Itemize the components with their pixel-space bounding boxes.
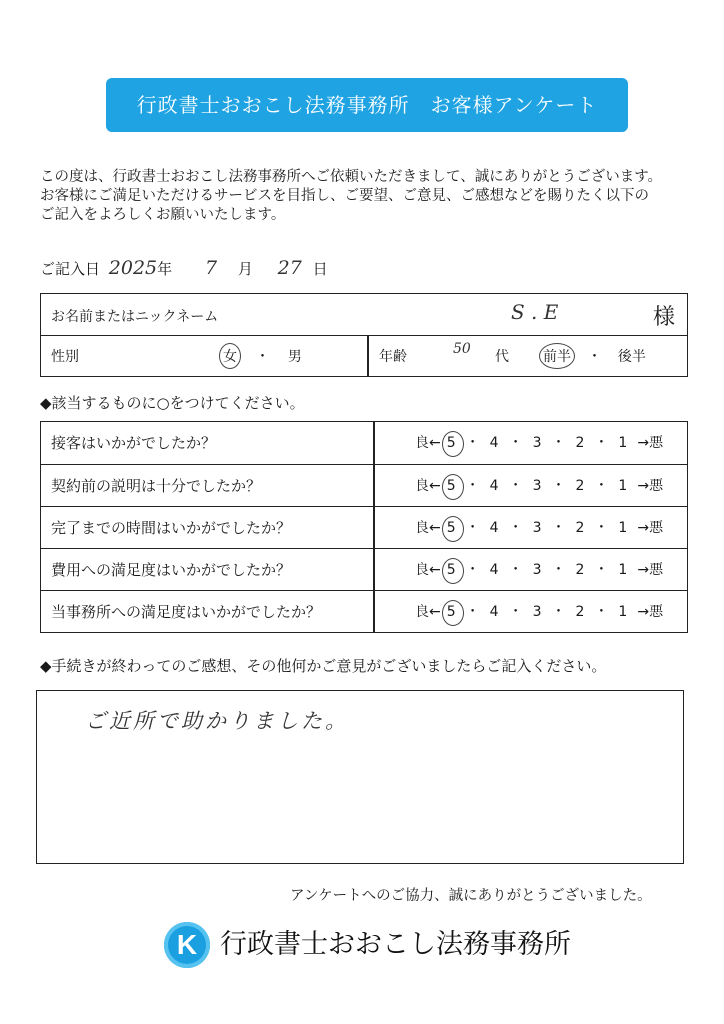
rating-option-5[interactable]: 5 bbox=[447, 465, 456, 507]
rating-option-2[interactable]: 2 bbox=[575, 478, 585, 494]
rating-option-4[interactable]: 4 bbox=[489, 562, 499, 578]
rating-good-label: 良← bbox=[415, 520, 441, 536]
age-value[interactable]: 50 bbox=[453, 341, 471, 357]
intro-line: ご記入をよろしくお願いいたします。 bbox=[40, 207, 286, 223]
rating-separator: ・ bbox=[508, 562, 523, 578]
rating-good-label: 良← bbox=[415, 562, 441, 578]
age-label: 年齢 bbox=[379, 349, 407, 365]
survey-question-row bbox=[41, 464, 687, 506]
entry-year-value[interactable]: 2025 bbox=[108, 257, 158, 279]
survey-table bbox=[40, 421, 688, 633]
survey-question-text: 接客はいかがでしたか？ bbox=[51, 434, 217, 452]
comments-box[interactable] bbox=[36, 690, 684, 864]
rating-bad-label: →悪 bbox=[637, 435, 664, 451]
survey-heading: ◆該当するものに○をつけてください。 bbox=[40, 394, 305, 412]
rating-option-3[interactable]: 3 bbox=[532, 562, 542, 578]
entry-month-value[interactable]: 7 bbox=[204, 257, 218, 279]
rating-option-4[interactable]: 4 bbox=[489, 478, 499, 494]
survey-question-text: 完了までの時間はいかがでしたか？ bbox=[51, 519, 292, 537]
logo-letter: K bbox=[176, 929, 198, 960]
cell-divider bbox=[373, 591, 375, 632]
cell-divider bbox=[373, 465, 375, 506]
name-label: お名前またはニックネーム bbox=[51, 309, 219, 325]
rating-option-2[interactable]: 2 bbox=[575, 562, 585, 578]
rating-separator: ・ bbox=[508, 478, 523, 494]
cell-divider bbox=[373, 549, 375, 590]
logo-k-icon bbox=[164, 922, 210, 968]
rating-separator: ・ bbox=[594, 604, 609, 620]
rating-option-2[interactable]: 2 bbox=[575, 604, 585, 620]
rating-separator: ・ bbox=[508, 604, 523, 620]
rating-option-3[interactable]: 3 bbox=[532, 478, 542, 494]
rating-separator: ・ bbox=[551, 604, 566, 620]
thanks-message: アンケートへのご協力、誠にありがとうございました。 bbox=[290, 888, 652, 904]
name-row bbox=[41, 294, 687, 336]
rating-good-label: 良← bbox=[415, 604, 441, 620]
rating-bad-label: →悪 bbox=[637, 604, 664, 620]
gender-separator: ・ bbox=[255, 349, 270, 365]
survey-question-row bbox=[41, 548, 687, 590]
rating-option-1[interactable]: 1 bbox=[618, 604, 628, 620]
day-unit: 日 bbox=[312, 260, 328, 278]
rating-option-5[interactable]: 5 bbox=[447, 507, 456, 549]
survey-title-banner bbox=[106, 78, 628, 132]
comments-text: ご近所で助かりました。 bbox=[85, 709, 349, 733]
survey-question-row bbox=[41, 422, 687, 464]
month-unit: 月 bbox=[237, 260, 253, 278]
gender-label: 性別 bbox=[51, 349, 79, 365]
rating-option-4[interactable]: 4 bbox=[489, 520, 499, 536]
year-unit: 年 bbox=[157, 260, 173, 278]
rating-bad-label: →悪 bbox=[637, 562, 664, 578]
rating-separator: ・ bbox=[465, 478, 480, 494]
age-separator: ・ bbox=[587, 349, 602, 365]
rating-separator: ・ bbox=[508, 435, 523, 451]
rating-option-2[interactable]: 2 bbox=[575, 520, 585, 536]
rating-option-1[interactable]: 1 bbox=[618, 562, 628, 578]
rating-separator: ・ bbox=[594, 435, 609, 451]
rating-option-3[interactable]: 3 bbox=[532, 604, 542, 620]
intro-line: お客様にご満足いただけるサービスを目指し、ご要望、ご意見、ご感想などを賜りたく以下の bbox=[40, 188, 649, 204]
gender-option-female[interactable]: 女 bbox=[223, 346, 237, 366]
survey-title: 行政書士おおこし法務事務所 お客様アンケート bbox=[136, 93, 598, 117]
survey-question-row bbox=[41, 590, 687, 632]
rating-scale bbox=[415, 507, 663, 549]
rating-option-3[interactable]: 3 bbox=[532, 435, 542, 451]
rating-separator: ・ bbox=[594, 520, 609, 536]
rating-separator: ・ bbox=[551, 478, 566, 494]
rating-separator: ・ bbox=[508, 520, 523, 536]
survey-question-text: 当事務所への満足度はいかがでしたか？ bbox=[51, 603, 322, 621]
survey-question-text: 費用への満足度はいかがでしたか？ bbox=[51, 561, 292, 579]
name-honorific: 様 bbox=[653, 305, 676, 330]
profile-table bbox=[40, 293, 688, 377]
entry-date-row bbox=[40, 254, 328, 282]
rating-option-5[interactable]: 5 bbox=[447, 422, 456, 464]
survey-question-row bbox=[41, 506, 687, 548]
rating-separator: ・ bbox=[465, 604, 480, 620]
rating-option-2[interactable]: 2 bbox=[575, 435, 585, 451]
rating-option-4[interactable]: 4 bbox=[489, 604, 499, 620]
intro-line: この度は、行政書士おおこし法務事務所へご依頼いただきまして、誠にありがとうございます。 bbox=[40, 169, 663, 185]
survey-question-text: 契約前の説明は十分でしたか？ bbox=[51, 477, 262, 495]
rating-option-3[interactable]: 3 bbox=[532, 520, 542, 536]
gender-option-male[interactable]: 男 bbox=[287, 349, 302, 365]
rating-scale bbox=[415, 591, 663, 633]
rating-scale bbox=[415, 465, 663, 507]
intro-paragraph bbox=[40, 168, 700, 225]
age-unit: 代 bbox=[495, 349, 509, 365]
rating-separator: ・ bbox=[551, 562, 566, 578]
cell-divider bbox=[373, 507, 375, 548]
age-option-first-half[interactable]: 前半 bbox=[543, 346, 571, 366]
rating-separator: ・ bbox=[551, 520, 566, 536]
name-value[interactable]: S . E bbox=[511, 300, 559, 324]
rating-separator: ・ bbox=[465, 435, 480, 451]
rating-option-5[interactable]: 5 bbox=[447, 591, 456, 633]
rating-separator: ・ bbox=[465, 520, 480, 536]
cell-divider bbox=[367, 336, 369, 376]
logo-text: 行政書士おおこし法務事務所 bbox=[220, 929, 571, 960]
rating-option-1[interactable]: 1 bbox=[618, 435, 628, 451]
rating-separator: ・ bbox=[594, 478, 609, 494]
gender-age-row bbox=[41, 336, 687, 376]
entry-day-value[interactable]: 27 bbox=[277, 257, 302, 279]
rating-scale bbox=[415, 422, 663, 464]
rating-option-1[interactable]: 1 bbox=[618, 478, 628, 494]
rating-bad-label: →悪 bbox=[637, 520, 664, 536]
rating-separator: ・ bbox=[551, 435, 566, 451]
rating-option-4[interactable]: 4 bbox=[489, 435, 499, 451]
rating-good-label: 良← bbox=[415, 435, 441, 451]
comments-heading: ◆手続きが終わってのご感想、その他何かご意見がございましたらご記入ください。 bbox=[40, 657, 607, 675]
rating-good-label: 良← bbox=[415, 478, 441, 494]
rating-option-1[interactable]: 1 bbox=[618, 520, 628, 536]
rating-separator: ・ bbox=[594, 562, 609, 578]
rating-scale bbox=[415, 549, 663, 591]
entry-date-label: ご記入日 bbox=[40, 260, 101, 278]
rating-separator: ・ bbox=[465, 562, 480, 578]
rating-option-5[interactable]: 5 bbox=[447, 549, 456, 591]
age-option-second-half[interactable]: 後半 bbox=[617, 349, 646, 365]
cell-divider bbox=[373, 422, 375, 464]
rating-bad-label: →悪 bbox=[637, 478, 664, 494]
